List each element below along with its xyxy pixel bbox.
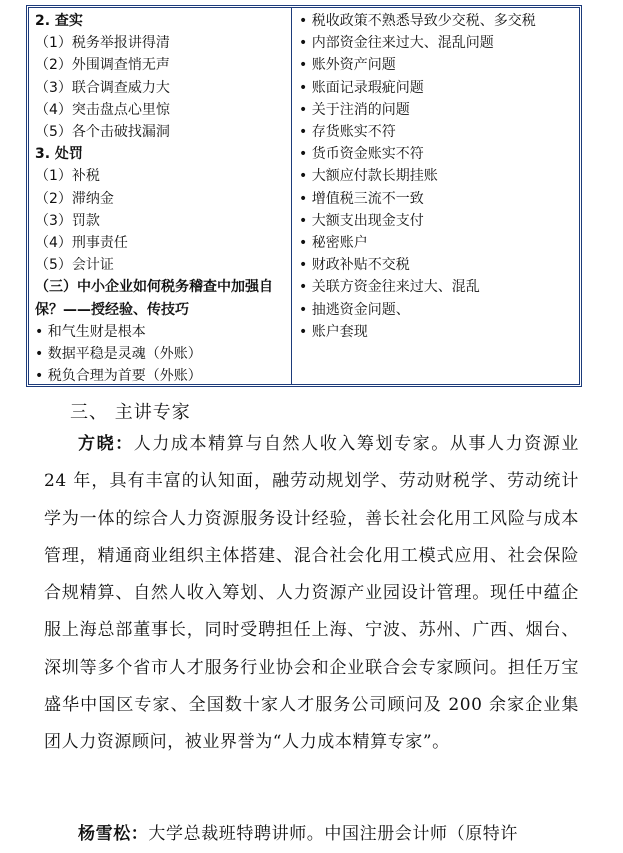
list-item: • 税负合理为首要（外账） — [35, 368, 202, 385]
list-item: • 货币资金账实不符 — [299, 146, 424, 163]
list-item: • 关联方资金往来过大、混乱 — [299, 279, 480, 296]
list-item: • 和气生财是根本 — [35, 323, 146, 340]
list-item: （4）刑事责任 — [35, 235, 128, 252]
list-item: 3. 处罚 — [35, 146, 83, 163]
expert-name: 方晓： — [78, 434, 134, 454]
expert-bio: 大学总裁班特聘讲师。中国注册会计师（原特许 — [148, 824, 519, 844]
expert-paragraph — [44, 816, 579, 853]
list-item: • 账面记录瑕疵问题 — [299, 79, 424, 96]
list-item: • 增值税三流不一致 — [299, 190, 424, 207]
list-item: （2）滞纳金 — [35, 190, 114, 207]
list-item: （三）中小企业如何税务稽查中加强自保？——授经验、传技巧 — [35, 279, 273, 318]
list-item: （1）补税 — [35, 168, 100, 185]
list-item: （2）外围调查悄无声 — [35, 57, 170, 74]
list-item: • 存货账实不符 — [299, 124, 396, 141]
left-column — [35, 10, 291, 387]
expert-paragraph — [44, 426, 579, 762]
list-item: • 内部资金往来过大、混乱问题 — [299, 35, 494, 52]
list-item: • 账外资产问题 — [299, 57, 396, 74]
outline-box — [26, 5, 582, 387]
list-item: 2. 查实 — [35, 13, 83, 29]
list-item: （3）罚款 — [35, 212, 100, 229]
list-item: （3）联合调查威力大 — [35, 79, 170, 96]
list-item: • 抽逃资金问题、 — [299, 301, 410, 318]
list-item: • 关于注消的问题 — [299, 101, 410, 118]
column-divider — [291, 8, 292, 384]
list-item: • 账户套现 — [299, 323, 368, 340]
section-title: 三、 主讲专家 — [70, 402, 191, 423]
list-item: （4）突击盘点心里惊 — [35, 101, 170, 118]
list-item: （1）税务举报讲得清 — [35, 35, 170, 52]
right-column — [299, 10, 579, 343]
list-item: （5）会计证 — [35, 257, 114, 274]
list-item: • 财政补贴不交税 — [299, 257, 410, 274]
list-item: • 税收政策不熟悉导致少交税、多交税 — [299, 13, 536, 29]
list-item: • 大额应付款长期挂账 — [299, 168, 438, 185]
list-item: • 秘密账户 — [299, 235, 368, 252]
list-item: • 数据平稳是灵魂（外账） — [35, 346, 202, 363]
expert-bio: 人力成本精算与自然人收入筹划专家。从事人力资源业 24 年，具有丰富的认知面，融劳动规划学、劳动财税学、劳动统计学为一体的综合人力资源服务设计经验，善长社会化用工风险与成本管理，精通商业组织主体搭建、混合社会化用工模式应用、社会保险合规精算、自然人收入筹划、人力资源产业园设计管理。现任中蕴企服上海总部董事长，同时受聘担任上海、宁波、苏州、广西、烟台、深圳等多个省市人才服务行业协会和企业联合会专家顾问。担任万宝盛华中国区专家、全国数十家人才服务公司顾问及 200 余家企业集团人力资源顾问，被业界誉为“人力成本精算专家”。 — [44, 434, 579, 753]
list-item: • 大额支出现金支付 — [299, 212, 424, 229]
expert-name: 杨雪松： — [78, 824, 149, 844]
list-item: （5）各个击破找漏洞 — [35, 124, 170, 141]
